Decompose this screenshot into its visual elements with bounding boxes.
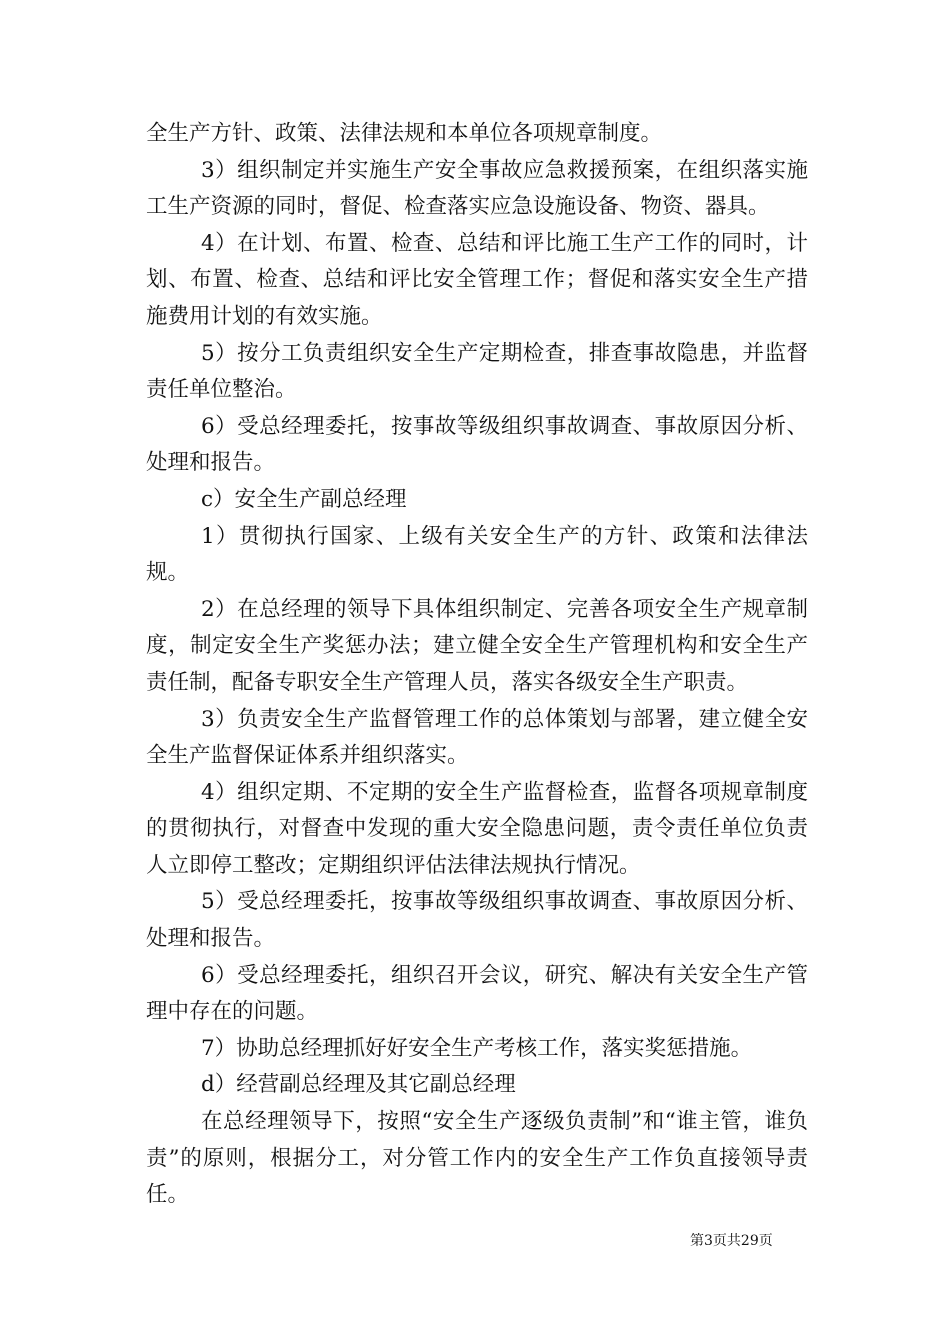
paragraph: 7）协助总经理抓好好安全生产考核工作，落实奖惩措施。	[201, 1035, 753, 1061]
paragraph: 5）按分工负责组织安全生产定期检查，排查事故隐患，并监督责任单位整治。	[146, 340, 808, 403]
section-heading: c）安全生产副总经理	[201, 486, 407, 512]
paragraph: 3）负责安全生产监督管理工作的总体策划与部署，建立健全安全生产监督保证体系并组织落实。	[146, 706, 808, 769]
paragraph: 3）组织制定并实施生产安全事故应急救援预案，在组织落实施工生产资源的同时，督促、检查落实应急设施设备、物资、器具。	[146, 157, 808, 220]
paragraph: 2）在总经理的领导下具体组织制定、完善各项安全生产规章制度，制定安全生产奖惩办法；建立健全安全生产管理机构和安全生产责任制，配备专职安全生产管理人员，落实各级安全生产职责。	[146, 596, 808, 695]
paragraph: 6）受总经理委托，按事故等级组织事故调查、事故原因分析、处理和报告。	[146, 413, 808, 476]
paragraph: 4）在计划、布置、检查、总结和评比施工生产工作的同时，计划、布置、检查、总结和评比安全管理工作；督促和落实安全生产措施费用计划的有效实施。	[146, 230, 808, 329]
paragraph: 4）组织定期、不定期的安全生产监督检查，监督各项规章制度的贯彻执行，对督查中发现的重大安全隐患问题，责令责任单位负责人立即停工整改；定期组织评估法律法规执行情况。	[146, 779, 808, 878]
paragraph: 6）受总经理委托，组织召开会议，研究、解决有关安全生产管理中存在的问题。	[146, 962, 808, 1025]
paragraph: 全生产方针、政策、法律法规和本单位各项规章制度。	[146, 121, 663, 146]
paragraph: 在总经理领导下，按照“安全生产逐级负责制”和“谁主管，谁负责”的原则，根据分工，对分管工作内的安全生产工作负直接领导责任。	[146, 1109, 808, 1208]
section-heading: d）经营副总经理及其它副总经理	[201, 1072, 516, 1098]
page-number-footer: 第3页共29页	[690, 1233, 773, 1249]
paragraph: 1）贯彻执行国家、上级有关安全生产的方针、政策和法律法规。	[146, 523, 808, 586]
document-body	[146, 116, 808, 1214]
paragraph: 5）受总经理委托，按事故等级组织事故调查、事故原因分析、处理和报告。	[146, 889, 808, 952]
